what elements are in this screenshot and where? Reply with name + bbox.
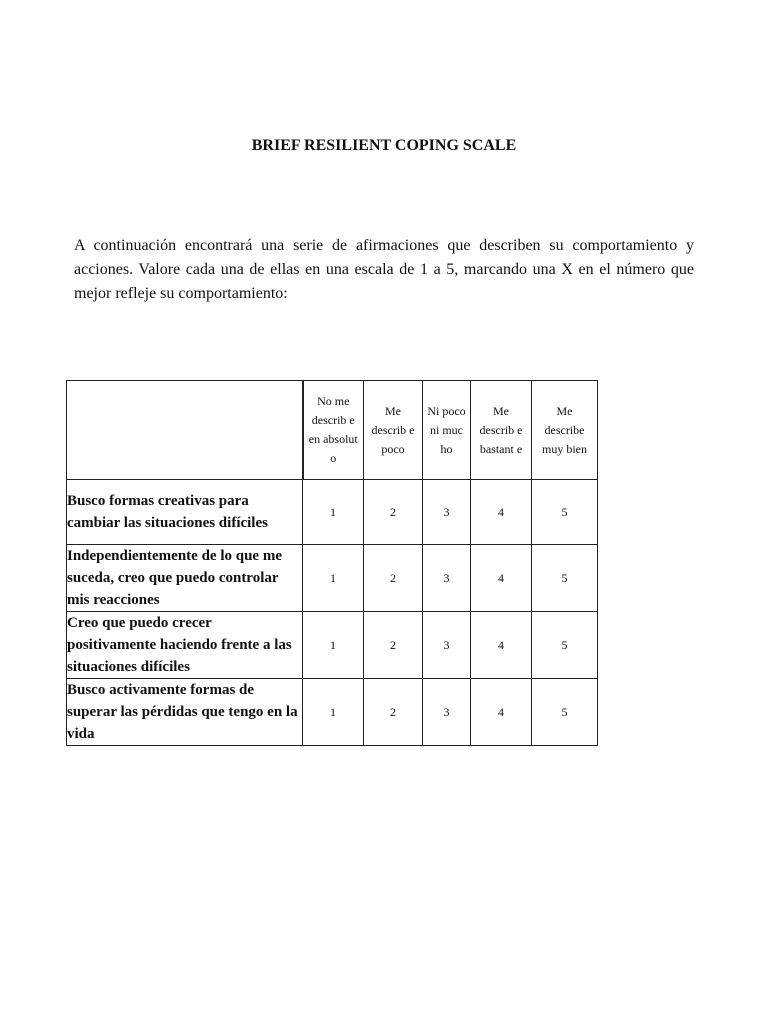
rating-cell-2[interactable]: 2 xyxy=(364,679,423,746)
coping-scale-table xyxy=(66,380,598,746)
header-empty-cell xyxy=(67,381,303,480)
document-title: BRIEF RESILIENT COPING SCALE xyxy=(251,137,517,154)
row-item-text: Creo que puedo crecer positivamente haciendo frente a las situaciones difíciles xyxy=(67,612,303,679)
rating-cell-2[interactable]: 2 xyxy=(364,612,423,679)
row-item-text: Busco activamente formas de superar las pérdidas que tengo en la vida xyxy=(67,679,303,746)
instructions-paragraph: A continuación encontrará una serie de afirmaciones que describen su comportamiento y acciones. Valore cada una de ellas en una escala de 1 a 5, marcando una X en el número que mejor refleje su comportamiento: xyxy=(74,237,694,302)
rating-cell-3[interactable]: 3 xyxy=(423,612,471,679)
rating-cell-3[interactable]: 3 xyxy=(423,545,471,612)
rating-cell-5[interactable]: 5 xyxy=(532,612,598,679)
row-item-text: Busco formas creativas para cambiar las situaciones difíciles xyxy=(67,480,303,545)
rating-cell-1[interactable]: 1 xyxy=(303,480,364,545)
rating-cell-2[interactable]: 2 xyxy=(364,480,423,545)
table-row xyxy=(67,679,598,746)
rating-cell-3[interactable]: 3 xyxy=(423,679,471,746)
header-option-5: Me describe muy bien xyxy=(532,381,598,480)
rating-cell-2[interactable]: 2 xyxy=(364,545,423,612)
rating-cell-3[interactable]: 3 xyxy=(423,480,471,545)
rating-cell-5[interactable]: 5 xyxy=(532,545,598,612)
table-row xyxy=(67,612,598,679)
header-option-3: Ni poco ni muc ho xyxy=(423,381,471,480)
rating-cell-5[interactable]: 5 xyxy=(532,480,598,545)
rating-cell-1[interactable]: 1 xyxy=(303,679,364,746)
rating-cell-4[interactable]: 4 xyxy=(471,545,532,612)
header-option-1: No me describ e en absolut o xyxy=(303,381,364,480)
rating-cell-4[interactable]: 4 xyxy=(471,679,532,746)
rating-cell-1[interactable]: 1 xyxy=(303,612,364,679)
header-option-2: Me describ e poco xyxy=(364,381,423,480)
rating-cell-5[interactable]: 5 xyxy=(532,679,598,746)
rating-cell-4[interactable]: 4 xyxy=(471,612,532,679)
rating-cell-1[interactable]: 1 xyxy=(303,545,364,612)
table-row xyxy=(67,545,598,612)
rating-cell-4[interactable]: 4 xyxy=(471,480,532,545)
table-header-row xyxy=(67,381,598,480)
row-item-text: Independientemente de lo que me suceda, creo que puedo controlar mis reacciones xyxy=(67,545,303,612)
table-row xyxy=(67,480,598,545)
header-option-4: Me describ e bastant e xyxy=(471,381,532,480)
